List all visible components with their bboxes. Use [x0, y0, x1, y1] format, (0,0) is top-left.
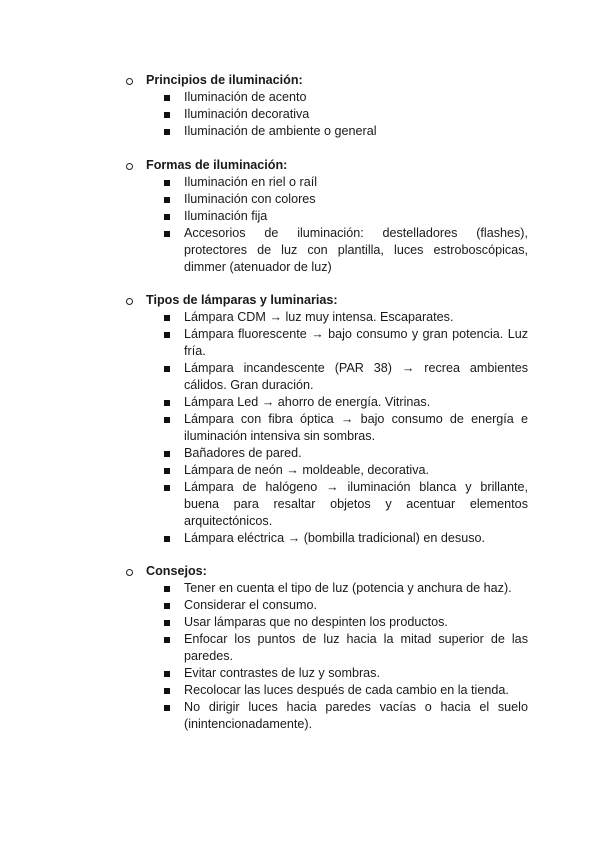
- list-item: Bañadores de pared.: [124, 445, 528, 462]
- item-list: [124, 89, 528, 140]
- square-bullet-icon: [164, 400, 170, 406]
- square-bullet-icon: [164, 197, 170, 203]
- item-list: [124, 580, 528, 733]
- list-item: Lámpara incandescente (PAR 38) → recrea ambientes cálidos. Gran duración.: [124, 360, 528, 394]
- square-bullet-icon: [164, 705, 170, 711]
- circle-bullet-icon: [126, 298, 133, 305]
- item-list: [124, 174, 528, 276]
- square-bullet-icon: [164, 451, 170, 457]
- list-item: Evitar contrastes de luz y sombras.: [124, 665, 528, 682]
- list-item: Lámpara con fibra óptica → bajo consumo de energía e iluminación intensiva sin sombras.: [124, 411, 528, 445]
- square-bullet-icon: [164, 468, 170, 474]
- list-item: Tener en cuenta el tipo de luz (potencia y anchura de haz).: [124, 580, 528, 597]
- square-bullet-icon: [164, 620, 170, 626]
- square-bullet-icon: [164, 586, 170, 592]
- square-bullet-icon: [164, 180, 170, 186]
- list-item: Iluminación decorativa: [124, 106, 528, 123]
- section-heading: Principios de iluminación:: [146, 73, 303, 87]
- square-bullet-icon: [164, 603, 170, 609]
- square-bullet-icon: [164, 671, 170, 677]
- list-item: Lámpara de neón → moldeable, decorativa.: [124, 462, 528, 479]
- square-bullet-icon: [164, 214, 170, 220]
- section-heading: Formas de iluminación:: [146, 158, 288, 172]
- circle-bullet-icon: [126, 78, 133, 85]
- list-item: Lámpara fluorescente → bajo consumo y gran potencia. Luz fría.: [124, 326, 528, 360]
- item-list: [124, 309, 528, 547]
- list-item: Iluminación de ambiente o general: [124, 123, 528, 140]
- list-item: Enfocar los puntos de luz hacia la mitad superior de las paredes.: [124, 631, 528, 665]
- list-item: Iluminación fija: [124, 208, 528, 225]
- section-consejos: [124, 563, 528, 733]
- section-principios: [124, 72, 528, 140]
- circle-bullet-icon: [126, 569, 133, 576]
- list-item: Lámpara Led → ahorro de energía. Vitrinas.: [124, 394, 528, 411]
- list-item: Usar lámparas que no despinten los productos.: [124, 614, 528, 631]
- square-bullet-icon: [164, 637, 170, 643]
- square-bullet-icon: [164, 112, 170, 118]
- square-bullet-icon: [164, 95, 170, 101]
- list-item: Iluminación con colores: [124, 191, 528, 208]
- section-heading: Tipos de lámparas y luminarias:: [146, 293, 338, 307]
- square-bullet-icon: [164, 536, 170, 542]
- list-item: Recolocar las luces después de cada cambio en la tienda.: [124, 682, 528, 699]
- circle-bullet-icon: [126, 163, 133, 170]
- square-bullet-icon: [164, 417, 170, 423]
- square-bullet-icon: [164, 129, 170, 135]
- square-bullet-icon: [164, 231, 170, 237]
- square-bullet-icon: [164, 485, 170, 491]
- list-item: No dirigir luces hacia paredes vacías o hacia el suelo (inintencionadamente).: [124, 699, 528, 733]
- square-bullet-icon: [164, 332, 170, 338]
- list-item: Lámpara de halógeno → iluminación blanca y brillante, buena para resaltar objetos y acentuar elementos arquitectónicos.: [124, 479, 528, 530]
- list-item: Lámpara CDM → luz muy intensa. Escaparates.: [124, 309, 528, 326]
- list-item: Iluminación en riel o raíl: [124, 174, 528, 191]
- section-formas: [124, 157, 528, 276]
- section-heading: Consejos:: [146, 564, 207, 578]
- list-item: Iluminación de acento: [124, 89, 528, 106]
- section-tipos: [124, 292, 528, 547]
- list-item: Lámpara eléctrica → (bombilla tradicional) en desuso.: [124, 530, 528, 547]
- square-bullet-icon: [164, 315, 170, 321]
- square-bullet-icon: [164, 688, 170, 694]
- square-bullet-icon: [164, 366, 170, 372]
- list-item: Considerar el consumo.: [124, 597, 528, 614]
- list-item: Accesorios de iluminación: destelladores (flashes), protectores de luz con plantilla, luces estroboscópicas, dimmer (atenuador de luz): [124, 225, 528, 276]
